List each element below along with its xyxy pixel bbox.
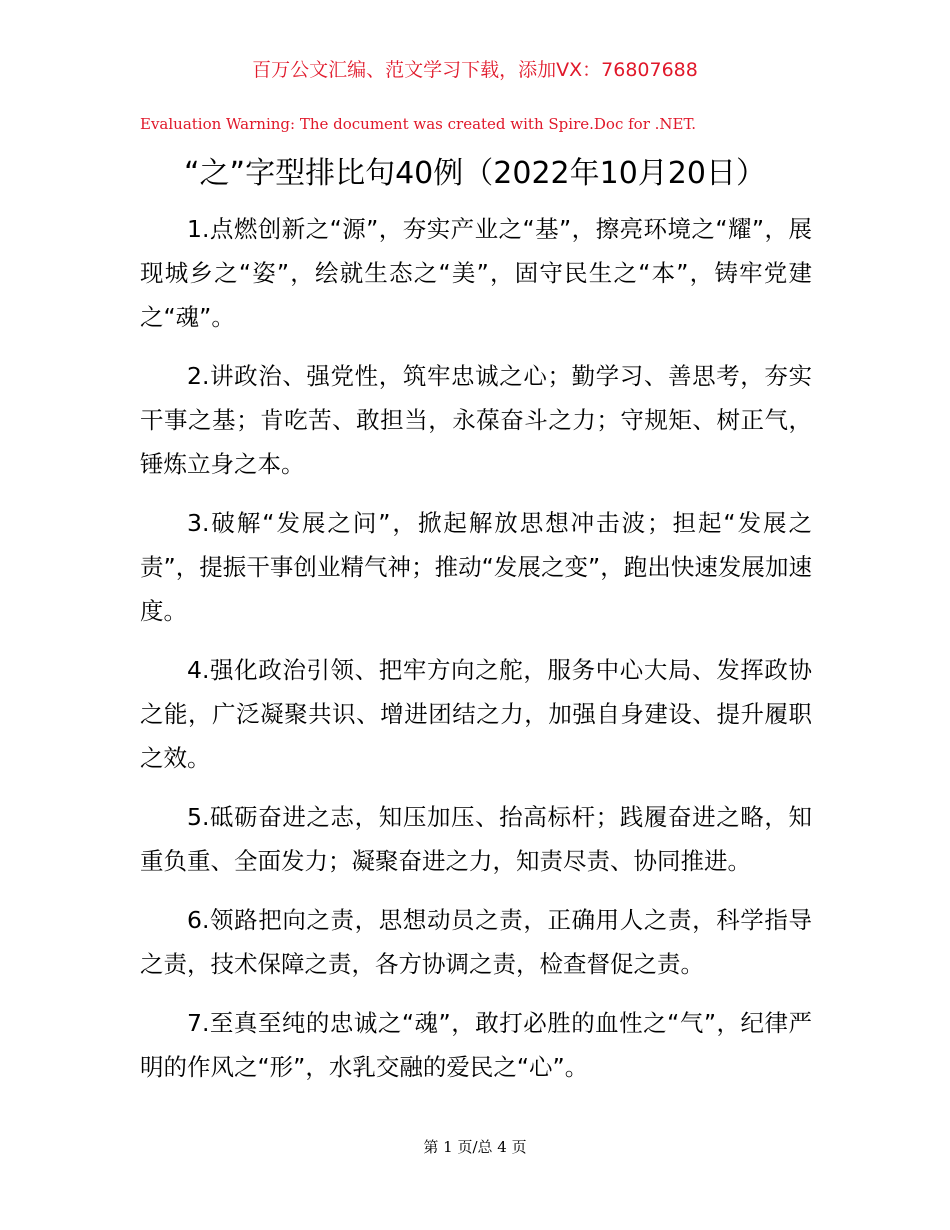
paragraph-6: 6.领路把向之责，思想动员之责，正确用人之责，科学指导之责，技术保障之责，各方协调之责，检查督促之责。: [140, 906, 812, 978]
evaluation-warning: Evaluation Warning: The document was created with Spire.Doc for .NET.: [140, 115, 697, 133]
paragraph-7: 7.至真至纯的忠诚之“魂”，敢打必胜的血性之“气”，纪律严明的作风之“形”，水乳交融的爱民之“心”。: [140, 1009, 812, 1081]
header-banner: 百万公文汇编、范文学习下载，添加VX：76807688: [252, 59, 698, 81]
document-body: [140, 207, 812, 1104]
paragraph-4: 4.强化政治引领、把牢方向之舵，服务中心大局、发挥政协之能，广泛凝聚共识、增进团结之力，加强自身建设、提升履职之效。: [140, 656, 812, 772]
paragraph-5: 5.砥砺奋进之志，知压加压、抬高标杆；践履奋进之略，知重负重、全面发力；凝聚奋进之力，知责尽责、协同推进。: [140, 803, 812, 875]
document-title: “之”字型排比句40例（2022年10月20日）: [184, 156, 766, 191]
paragraph-2: 2.讲政治、强党性，筑牢忠诚之心；勤学习、善思考，夯实干事之基；肯吃苦、敢担当，永葆奋斗之力；守规矩、树正气，锤炼立身之本。: [140, 362, 812, 478]
paragraph-1: 1.点燃创新之“源”，夯实产业之“基”，擦亮环境之“耀”，展现城乡之“姿”，绘就生态之“美”，固守民生之“本”，铸牢党建之“魂”。: [140, 215, 812, 331]
page-footer: 第 1 页/总 4 页: [423, 1138, 527, 1156]
paragraph-3: 3.破解“发展之问”，掀起解放思想冲击波；担起“发展之责”，提振干事创业精气神；推动“发展之变”，跑出快速发展加速度。: [140, 509, 812, 625]
